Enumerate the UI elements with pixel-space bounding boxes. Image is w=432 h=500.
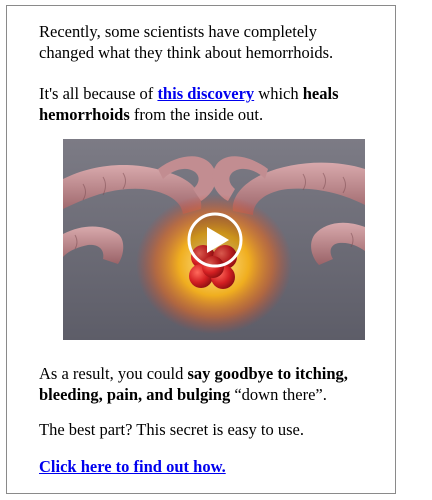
intro-paragraph: Recently, some scientists have completely changed what they think about hemorrhoids. [39, 22, 334, 62]
cta-link[interactable]: Click here to find out how. [39, 457, 226, 476]
anatomy-illustration [63, 139, 365, 340]
discovery-link[interactable]: this discovery [157, 84, 255, 103]
discovery-prefix: It's all because of [39, 84, 158, 103]
result-suffix: “down there”. [230, 385, 327, 404]
article-body [39, 21, 359, 145]
result-prefix: As a result, you could [39, 364, 188, 383]
result-paragraph [39, 363, 359, 405]
video-thumbnail[interactable] [63, 139, 365, 340]
best-part-paragraph: The best part? This secret is easy to use. [39, 420, 304, 439]
cta-paragraph [39, 456, 359, 477]
heals-text: heals hemorrhoids [39, 84, 339, 124]
symptoms-text: say goodbye to itching, bleeding, pain, and bulging [39, 364, 348, 404]
discovery-mid: which [254, 84, 303, 103]
discovery-suffix: from the inside out. [129, 105, 264, 124]
discovery-paragraph [39, 83, 359, 125]
play-icon[interactable] [189, 214, 241, 266]
